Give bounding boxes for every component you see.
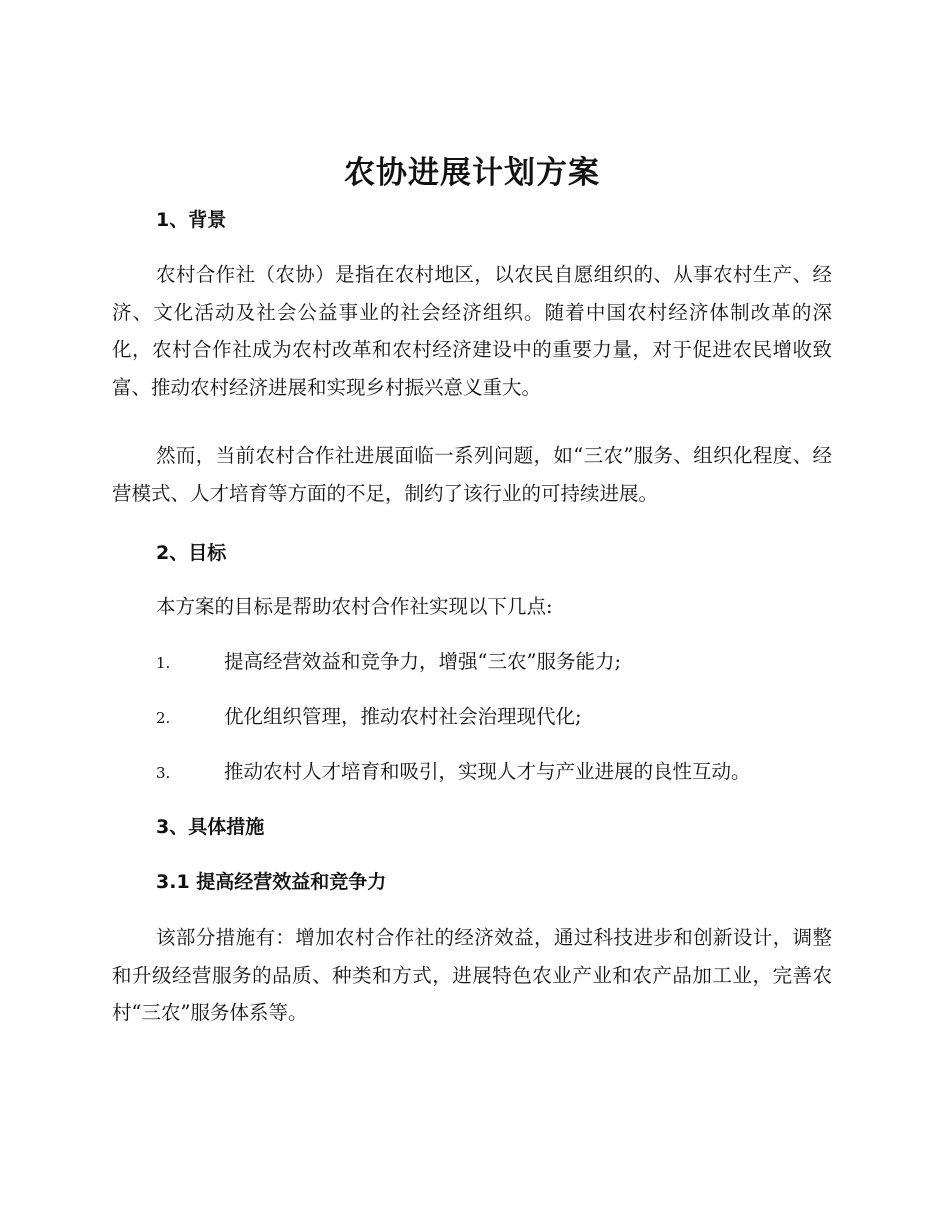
list-item-number: 3.: [156, 764, 171, 782]
document-title: 农协进展计划方案: [344, 155, 600, 191]
measures-paragraph: 该部分措施有：增加农村合作社的经济效益，通过科技进步和创新设计，调整和升级经营服务的品质、种类和方式，进展特色农业产业和农产品加工业，完善农村“三农”服务体系等。: [112, 926, 832, 1024]
goals-intro: [156, 591, 832, 623]
section-heading-measures: 3、具体措施: [156, 816, 265, 838]
goals-intro-text: 本方案的目标是帮助农村合作社实现以下几点:: [156, 595, 553, 618]
list-item: [156, 646, 832, 679]
background-paragraph-2: 然而，当前农村合作社进展面临一系列问题，如“三农”服务、组织化程度、经营模式、人才培育等方面的不足，制约了该行业的可持续进展。: [112, 444, 832, 505]
list-item-text: 优化组织管理，推动农村社会治理现代化;: [224, 705, 582, 728]
background-paragraph-1: 农村合作社（农协）是指在农村地区，以农民自愿组织的、从事农村生产、经济、文化活动及社会公益事业的社会经济组织。随着中国农村经济体制改革的深化，农村合作社成为农村改革和农村经济建设中的重要力量，对于促进农民增收致富、推动农村经济进展和实现乡村振兴意义重大。: [112, 263, 832, 399]
list-item-text: 推动农村人才培育和吸引，实现人才与产业进展的良性互动。: [224, 760, 751, 783]
section-heading-goals: 2、目标: [156, 542, 227, 564]
document-page: [112, 0, 832, 1230]
list-item-text: 提高经营效益和竞争力，增强“三农”服务能力;: [224, 650, 622, 673]
list-item: [156, 701, 832, 734]
list-item-number: 1.: [156, 654, 171, 672]
subsection-heading-efficiency: 3.1 提高经营效益和竞争力: [156, 871, 387, 893]
list-item: [156, 756, 832, 789]
list-item-number: 2.: [156, 709, 171, 727]
section-heading-background: 1、背景: [156, 209, 227, 231]
